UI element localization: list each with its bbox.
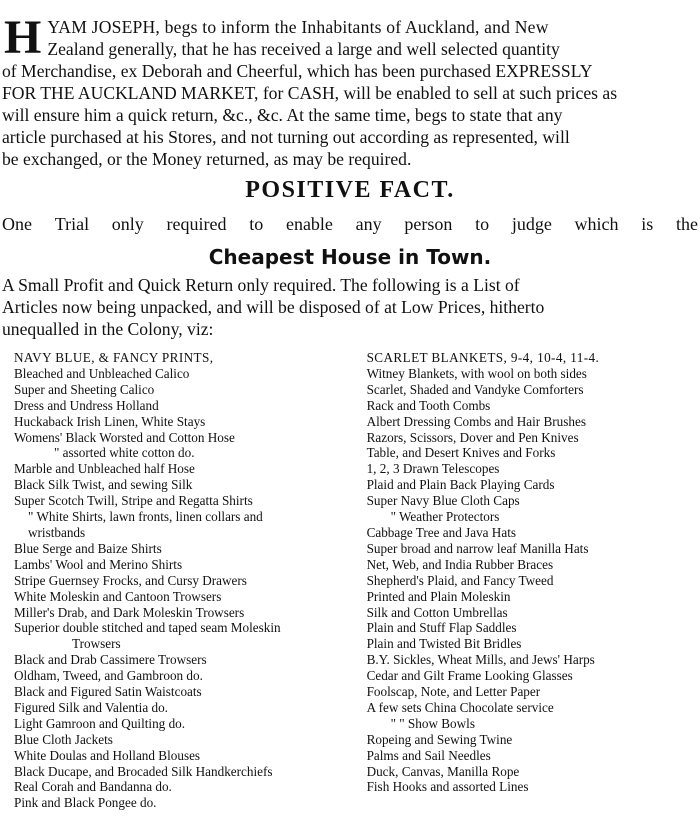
list-item: Scarlet, Shaded and Vandyke Comforters [366, 381, 584, 397]
list-item: Albert Dressing Combs and Hair Brushes [366, 413, 586, 429]
list-item: Black and Figured Satin Waistcoats [14, 684, 202, 700]
trial-word: required [166, 214, 227, 234]
list-item: Foolscap, Note, and Letter Paper [366, 684, 541, 700]
list-item: Plain and Twisted Bit Bridles [366, 636, 522, 652]
cheapest-house-heading: Cheapest House in Town. [208, 245, 492, 269]
list-item: Cedar and Gilt Frame Looking Glasses [366, 668, 573, 684]
list-item: B.Y. Sickles, Wheat Mills, and Jews' Harps [366, 652, 595, 668]
intro-line: article purchased at his Stores, and not turning out according as represented, will [2, 127, 570, 147]
list-item: " assorted white cotton do. [54, 445, 195, 461]
small-profit-line: unequalled in the Colony, viz: [2, 319, 214, 339]
list-item: Plain and Stuff Flap Saddles [366, 620, 517, 636]
trial-word: person [404, 214, 453, 234]
list-item: Shepherd's Plaid, and Fancy Tweed [366, 572, 554, 588]
list-item: Bleached and Unbleached Calico [14, 365, 190, 381]
list-item: Real Corah and Bandanna do. [14, 779, 172, 795]
list-item: Duck, Canvas, Manilla Rope [366, 763, 520, 779]
list-item: Palms and Sail Needles [366, 747, 491, 763]
list-item: Trowsers [72, 636, 121, 652]
list-item: Witney Blankets, with wool on both sides [366, 365, 587, 381]
list-item: " White Shirts, lawn fronts, linen collars and [28, 509, 263, 525]
list-item: White Moleskin and Cantoon Trowsers [14, 588, 222, 604]
list-item: Razors, Scissors, Dover and Pen Knives [366, 429, 579, 445]
list-item: SCARLET BLANKETS, 9-4, 10-4, 11-4. [366, 350, 600, 365]
list-item: Black Ducape, and Brocaded Silk Handkerchiefs [14, 763, 273, 779]
left-item-list [14, 350, 339, 811]
intro-line: Zealand generally, that he has received a large and well selected quantity [47, 39, 560, 59]
list-item: Super Scotch Twill, Stripe and Regatta Shirts [14, 493, 253, 509]
trial-word: One [2, 214, 32, 234]
list-item: wristbands [28, 524, 86, 540]
trial-word: to [475, 214, 490, 234]
list-item: Light Gamroon and Quilting do. [14, 715, 186, 731]
list-item: Blue Cloth Jackets [14, 731, 113, 747]
list-item: Black Silk Twist, and sewing Silk [14, 477, 193, 493]
drop-cap-letter: H [4, 11, 42, 64]
list-item: Pink and Black Pongee do. [14, 795, 157, 811]
intro-line: will ensure him a quick return, &c., &c. At the same time, begs to state that any [2, 105, 563, 125]
intro-line: YAM JOSEPH, begs to inform the Inhabitants of Auckland, and New [47, 17, 549, 37]
trial-word: Trial [54, 214, 90, 234]
list-item: Miller's Drab, and Dark Moleskin Trowsers [14, 604, 245, 620]
trial-word: judge [511, 214, 552, 234]
trial-word: the [675, 214, 698, 234]
list-item: Dress and Undress Holland [14, 397, 159, 413]
list-item: Net, Web, and India Rubber Braces [366, 556, 554, 572]
list-item: Fish Hooks and assorted Lines [366, 779, 529, 795]
intro-line: of Merchandise, ex Deborah and Cheerful, which has been purchased EXPRESSLY [2, 61, 593, 81]
trial-word: to [249, 214, 264, 234]
intro-paragraph [2, 11, 698, 170]
list-item: NAVY BLUE, & FANCY PRINTS, [14, 350, 214, 365]
list-item: Stripe Guernsey Frocks, and Cursy Drawers [14, 572, 247, 588]
list-item: Figured Silk and Valentia do. [14, 699, 168, 715]
list-item: " " Show Bowls [390, 715, 475, 731]
intro-line: be exchanged, or the Money returned, as may be required. [2, 149, 412, 169]
list-item: Womens' Black Worsted and Cotton Hose [14, 429, 235, 445]
small-profit-paragraph [2, 274, 698, 340]
intro-line: FOR THE AUCKLAND MARKET, for CASH, will be enabled to sell at such prices as [2, 83, 618, 103]
list-item: Oldham, Tweed, and Gambroon do. [14, 668, 203, 684]
list-item: Superior double stitched and taped seam Moleskin [14, 620, 281, 636]
list-item: Silk and Cotton Umbrellas [366, 604, 508, 620]
trial-line [2, 212, 698, 236]
right-item-list [367, 350, 692, 811]
list-item: A few sets China Chocolate service [366, 699, 554, 715]
trial-word: any [355, 214, 382, 234]
list-item: Lambs' Wool and Merino Shirts [14, 556, 183, 572]
item-columns [2, 350, 698, 811]
small-profit-line: Articles now being unpacked, and will be disposed of at Low Prices, hitherto [2, 297, 545, 317]
list-item: " Weather Protectors [390, 509, 500, 525]
list-item: Table, and Desert Knives and Forks [366, 445, 556, 461]
list-item: Super and Sheeting Calico [14, 381, 155, 397]
list-item: 1, 2, 3 Drawn Telescopes [366, 461, 500, 477]
list-item: Super broad and narrow leaf Manilla Hats [366, 540, 589, 556]
trial-word: only [111, 214, 144, 234]
list-item: Super Navy Blue Cloth Caps [366, 493, 520, 509]
list-item: Cabbage Tree and Java Hats [366, 524, 516, 540]
positive-fact-heading: POSITIVE FACT. [245, 177, 455, 203]
trial-word: is [641, 214, 654, 234]
list-item: Rack and Tooth Combs [366, 397, 491, 413]
trial-word: which [574, 214, 619, 234]
list-item: Blue Serge and Baize Shirts [14, 540, 162, 556]
small-profit-line: A Small Profit and Quick Return only required. The following is a List of [2, 275, 520, 295]
list-item: Huckaback Irish Linen, White Stays [14, 413, 206, 429]
list-item: Black and Drab Cassimere Trowsers [14, 652, 207, 668]
list-item: Ropeing and Sewing Twine [366, 731, 513, 747]
list-item: Plaid and Plain Back Playing Cards [366, 477, 555, 493]
list-item: White Doulas and Holland Blouses [14, 747, 201, 763]
list-item: Marble and Unbleached half Hose [14, 461, 195, 477]
list-item: Printed and Plain Moleskin [366, 588, 511, 604]
trial-word: enable [285, 214, 333, 234]
